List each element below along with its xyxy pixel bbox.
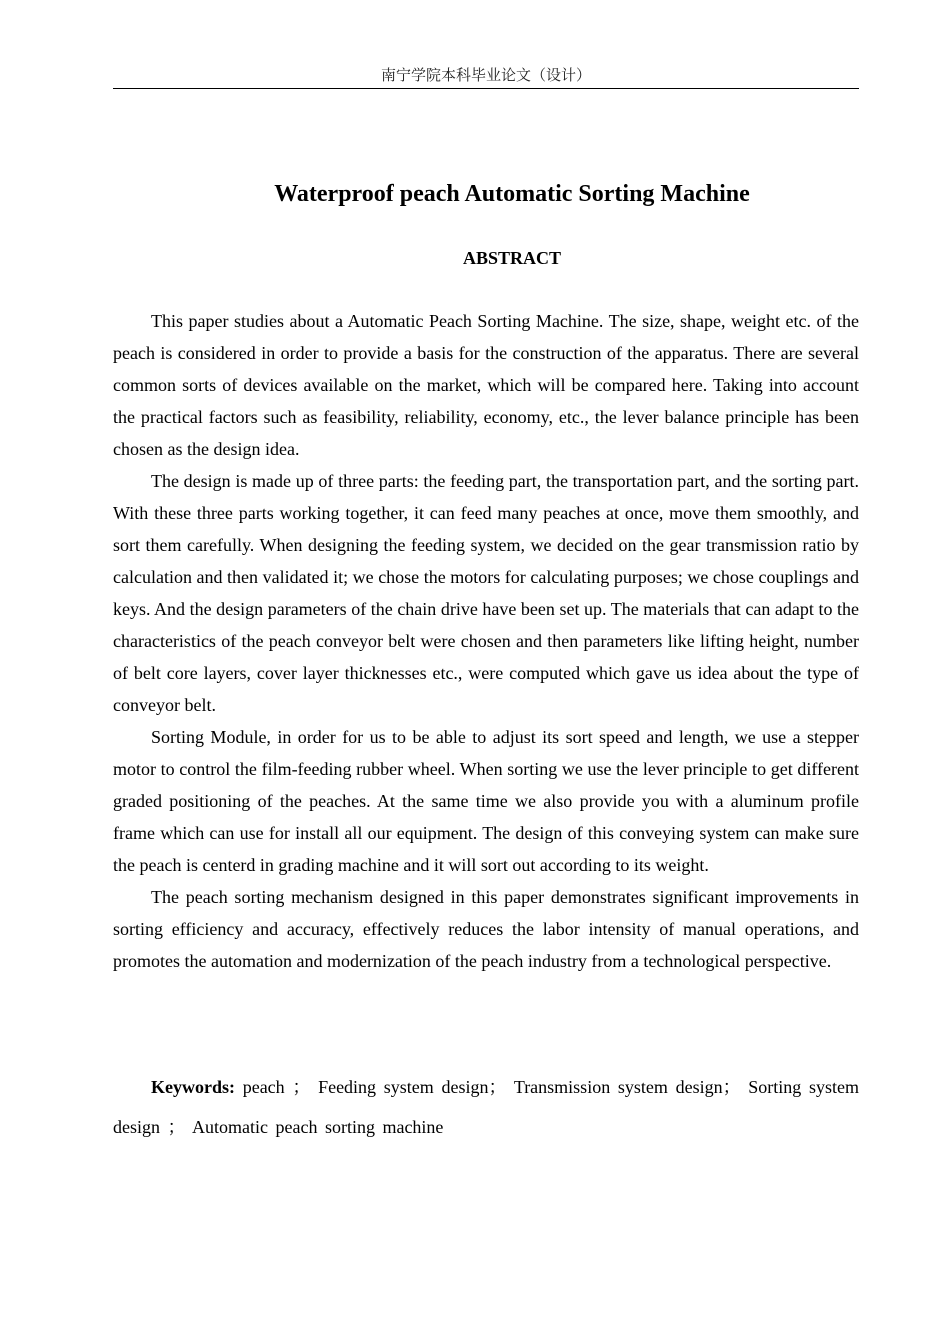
keywords-line xyxy=(113,1067,859,1147)
running-header: 南宁学院本科毕业论文（设计） xyxy=(380,68,591,84)
abstract-paragraph: This paper studies about a Automatic Peach Sorting Machine. The size, shape, weight etc. of the peach is considered in order to provide a basis for the construction of the apparatus. There are several common sorts of devices available on the market, which will be compared here. Taking into account the practical factors such as feasibility, reliability, economy, etc., the lever balance principle has been chosen as the design idea. xyxy=(113,311,859,459)
paper-title: Waterproof peach Automatic Sorting Machine xyxy=(274,181,750,207)
keywords-label: Keywords: xyxy=(151,1077,235,1097)
keywords-text: peach ； Feeding system design； Transmission system design； Sorting system design ； Automatic peach sorting machine xyxy=(113,1077,859,1137)
abstract-heading: ABSTRACT xyxy=(462,248,562,268)
abstract-paragraph: The peach sorting mechanism designed in this paper demonstrates significant improvements in sorting efficiency and accuracy, effectively reduces the labor intensity of manual operations, and promotes the automation and modernization of the peach industry from a technological perspective. xyxy=(113,887,859,971)
abstract-paragraph: Sorting Module, in order for us to be able to adjust its sort speed and length, we use a stepper motor to control the film-feeding rubber wheel. When sorting we use the lever principle to get different graded positioning of the peaches. At the same time we also provide you with a aluminum profile frame which can use for install all our equipment. The design of this conveying system can make sure the peach is centerd in grading machine and it will sort out according to its weight. xyxy=(113,727,859,875)
abstract-body xyxy=(113,305,859,977)
abstract-paragraph: The design is made up of three parts: the feeding part, the transportation part, and the sorting part. With these three parts working together, it can feed many peaches at once, move them smoothly, and sort them carefully. When designing the feeding system, we decided on the gear transmission ratio by calculation and then validated it; we chose the motors for calculating purposes; we chose couplings and keys. And the design parameters of the chain drive have been set up. The materials that can adapt to the characteristics of the peach conveyor belt were chosen and then parameters like lifting height, number of belt core layers, cover layer thicknesses etc., were computed which gave us idea about the type of conveyor belt. xyxy=(113,471,859,715)
header-rule xyxy=(113,88,859,89)
